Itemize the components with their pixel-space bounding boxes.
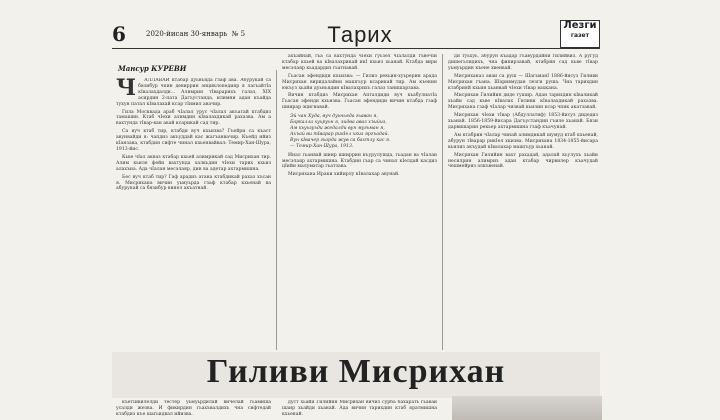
column-divider <box>442 54 443 350</box>
paragraph: Мисрихан Гилийин диде тушир. Адан тарихдин кIваликай хьайи сад кьве кIвалах Гиливи кIвалахдикай рахазва. Мисрихана гзаф чIалар чизвай кьилин ксар чпик акатзавай. <box>448 93 598 111</box>
poem-quote <box>290 114 437 149</box>
header-rule <box>112 48 600 49</box>
issue-date: 2020-йисан 30-январь <box>146 30 228 38</box>
article-column-1 <box>116 78 271 350</box>
paragraph: ди туьхуь, абурун къадар гъавурдайни гилийвиз. А ругуд дишегьлидихъ, чна фикирзавай, ктабрин сад кьве тIвар уьмуьрдин къене хвенвай. <box>448 54 598 71</box>
paragraph: Бес вуч ктаб тир? Гаф арадиз атана ктабдикай рахаз хъсан я. Мисрихана вичин уьмуьрда гзаф ктабар кхьенай ва абурукай са бязибур винел акъатнай. <box>116 174 271 192</box>
paragraph: Мисриханаз аваи са руш — ШагьманI 1886-йисуз Гиливи Мисрихан гъана. Шаривмудан лезги руша. Чна тарихдин ктабрияй кхьин хьанвай чIехи тIвар вахкана. <box>448 73 598 91</box>
paragraph: Гьасан эфендиди кхьизва: — Гилиз рекьин-хуьрерин арада Мисрихан виридалайни машгьур ксарикай тир. Ам къенин юкъуз хьайи дуьньядин кIвалахрихъ галаз танишарзава. <box>282 73 437 91</box>
paragraph: ахъайнай, гьа са вахтунда чIехи гуьзел чIалалди гъвечIи ктабар кхьей ва кIвалахрикай икI кхьиз хьанай. Ктабда вири месэлаяр кьадардиз гьатнавай. <box>282 54 437 71</box>
article-continuation-2 <box>282 400 437 420</box>
drop-cap: Ч <box>116 78 137 101</box>
section-title: Тарих <box>327 22 393 47</box>
article-photo <box>452 396 602 420</box>
poem-line: Эй чан Худа, вуч дуьньяда гьаван я, <box>290 114 378 120</box>
logo-title: Лезги <box>563 20 597 31</box>
paragraph: Инал гьанвай шиир шииррин къурулушда, гьадан ва чIалан месэлаяр ахтармишна. Ктабдин гьар са чинал кIелдай касдиз цIийи малуматар гьатзава. <box>282 152 437 170</box>
paragraph: Ам ктабрин чIалар чинай алимдикай шумуд ктаб кхьенай, абурун тIварар рикIел хкизва. Мисрихана 1834-1855-йисара кьилиз акъудай кIвалахар машгьур хьанай. <box>448 132 598 150</box>
paragraph: дуст хьайи Гилийин Мисрихан вичиз сурба бахарать гьаваи шаир хьайди хьанай. Ада вичин тарихдин ктаб яратмишна кхьенай. <box>282 400 437 417</box>
page-number: 6 <box>112 22 126 46</box>
paragraph: Мисрихана Ираки хийирлу кIвалахар авунай. <box>288 172 400 178</box>
page-header <box>0 0 720 47</box>
newspaper-logo <box>560 20 600 48</box>
paragraph: Са вуч ктаб тир, ктабди вуч кхьизва? Гъейри са къаст авунвайди я: чапдиз акъуддай кас жагъанвачир. Къейд ийиз кIанзава, ктабдин сифте чинал кхьенвайвал: Темир-Хан-Шура, 1913-йис. <box>116 129 271 152</box>
article-continuation-1 <box>116 400 271 420</box>
poem-line: Вун кIвачер гьарда жув са бахтлу кас я. <box>290 137 391 143</box>
poem-line: Ахъай ви тIварар рикIел хкиз яргъадай. <box>290 131 390 137</box>
issue-number: № 5 <box>231 30 246 38</box>
paragraph: Мисрихан Гилийин вахт рахадай, адалай кьулухъ хьайи несилрин алимриз адан ктабар чирвилер къачудай чешмейриз элкъвенай. <box>448 152 598 170</box>
column-divider <box>276 70 277 350</box>
poem-source: — Темир-Хан-Шура, 1913. <box>290 143 354 149</box>
logo-subtitle: газет <box>570 32 590 39</box>
paragraph: Вичин ктабдиз Мисрихан Апталдиди вуч кьабулнатIа Гьасан эфенди кхьизва. Гьасан эфендиди вичин ктабда гзаф шиирар эцигнавай. <box>282 93 437 111</box>
article-column-2 <box>282 54 437 350</box>
article-column-3 <box>448 54 598 350</box>
poem-line: Баркалла хуьруьн я, зидва аваз хъийиз, <box>290 120 387 126</box>
article-author: Мансур КУРЕВИ <box>118 64 187 73</box>
poem-line: Ам кьуьзуьди жедалди вун мугьман я, <box>290 125 385 131</box>
article-headline: Гиливи Мисрихан <box>206 353 506 390</box>
paragraph: къетIивилелди тестер уьмуьрдилай вичелай гьамиша усалди жезва. И фикирдин гьахъвалдихъ чна сифтедай ктабдиз къе шагьидвал ийизва. <box>116 400 271 417</box>
paragraph: Мисрихан чIехи тIвар (Абдуллатиф) 1853-йисуз дидедиз хьанай. 1856-1859-йисара Дагъустандин гъиле хьанай. Бязи дарвишарин рекьер ахтармишна гзаф къачунай. <box>448 113 598 130</box>
paragraph: Кьве чIал акваз ктабар кхьей алимрикай сад Мисрихан тир. Алим кьиле фейи вахтунда халкьдин чIехи тарих кхьиз алахъна. Ада чIалан месэлаяр, дин ва адетар ахтармишна. <box>116 154 271 172</box>
paragraph: Гила Москвада араб чIалал урус чIалал акъатай ктабдиз тамашин. Ктаб чIехи алимдин кIвалахдикай рахазва. Ам а вахтунда тIвар-ван авай ксарикай сад тир. <box>116 109 271 127</box>
paragraph: АЛЛАВАЙ ктабар дуьньяда гзаф ава. Абурукай са бязибур чпин девиррин энциклопедияр я лагьайтIа кIвалахдалди... Алимрин тIварарихъ галаз, XIX асирдин 2-пата Дагъустанда, илимни адан къайда тухун патал кIвалахай ксар тIимил авачир. <box>116 78 271 107</box>
